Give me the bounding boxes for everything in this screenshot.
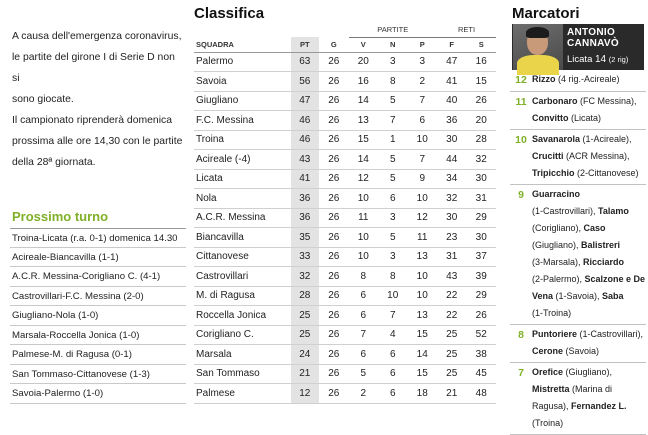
- scorer-line: [532, 71, 646, 88]
- scorer-player: Balistreri: [581, 240, 621, 250]
- scorer-group: [510, 185, 646, 325]
- stat-cell-v: 15: [349, 130, 378, 150]
- stat-cell-v: 14: [349, 150, 378, 170]
- stat-cell-v: 13: [349, 111, 378, 131]
- scorer-detail: (3-Marsala),: [532, 257, 584, 267]
- stat-cell-n: 3: [378, 208, 407, 228]
- scorer-line: [532, 131, 646, 148]
- scorer-detail: (2-Palermo),: [532, 274, 585, 284]
- intro-text: [12, 26, 184, 173]
- stat-cell-s: 30: [466, 228, 496, 248]
- fixture-item: San Tommaso-Cittanovese (1-3): [10, 365, 186, 385]
- top-scorer-goals: 14: [595, 54, 607, 65]
- stat-cell-pt: 47: [291, 91, 320, 111]
- standings-body: [194, 52, 496, 403]
- table-row: [194, 130, 496, 150]
- top-scorer-last-name: CANNAVÒ: [567, 38, 619, 49]
- team-name-cell: Nola: [194, 189, 291, 209]
- scorer-line: [532, 186, 646, 203]
- fixture-item: Savoia-Palermo (1-0): [10, 384, 186, 404]
- top-scorer-first-name: ANTONIO: [567, 27, 616, 38]
- stat-cell-pt: 28: [291, 286, 320, 306]
- scorer-detail: (1-Savoia),: [553, 291, 603, 301]
- stat-cell-g: 26: [319, 364, 348, 384]
- scorer-player: Crucitti: [532, 151, 564, 161]
- stat-cell-pt: 25: [291, 325, 320, 345]
- top-scorer-team: [567, 54, 628, 65]
- marcatori-title: Marcatori: [512, 5, 580, 22]
- top-scorer-club: Licata: [567, 54, 593, 65]
- stat-cell-s: 52: [466, 325, 496, 345]
- scorer-player: Mistretta: [532, 384, 570, 394]
- stat-cell-n: 4: [378, 325, 407, 345]
- stat-cell-pt: 21: [291, 364, 320, 384]
- column-header: V: [349, 37, 378, 52]
- standings-table: [194, 22, 496, 404]
- stat-cell-v: 10: [349, 228, 378, 248]
- stat-cell-g: 26: [319, 325, 348, 345]
- stat-cell-pt: 24: [291, 345, 320, 365]
- scorer-line: [532, 148, 646, 165]
- stat-cell-p: 3: [407, 52, 436, 72]
- scorer-line: [532, 254, 646, 271]
- scorer-player: Ricciardo: [583, 257, 625, 267]
- stat-cell-pt: 46: [291, 111, 320, 131]
- table-row: [194, 52, 496, 72]
- stat-cell-n: 8: [378, 72, 407, 92]
- team-name-cell: Licata: [194, 169, 291, 189]
- stat-cell-g: 26: [319, 130, 348, 150]
- stat-cell-f: 41: [437, 72, 466, 92]
- scorer-goals: 10: [515, 134, 527, 146]
- intro-line: sono giocate.: [12, 94, 74, 105]
- scorer-names: [532, 93, 646, 127]
- stat-cell-n: 1: [378, 130, 407, 150]
- stat-cell-p: 7: [407, 150, 436, 170]
- scorer-player: Vena: [532, 291, 554, 301]
- group-header-reti: RETI: [437, 22, 496, 37]
- team-name-cell: Castrovillari: [194, 267, 291, 287]
- scorer-detail: (Licata): [568, 113, 602, 123]
- team-name-cell: Troina: [194, 130, 291, 150]
- stat-cell-n: 3: [378, 247, 407, 267]
- stat-cell-g: 26: [319, 72, 348, 92]
- scorer-names: [532, 364, 646, 432]
- stat-cell-pt: 35: [291, 228, 320, 248]
- stat-cell-v: 14: [349, 91, 378, 111]
- stat-cell-f: 22: [437, 286, 466, 306]
- stat-cell-n: 7: [378, 306, 407, 326]
- stat-cell-n: 10: [378, 286, 407, 306]
- intro-line: Il campionato riprenderà domenica: [12, 115, 172, 126]
- team-name-cell: Marsala: [194, 345, 291, 365]
- top-scorer-note: (2 rig): [608, 55, 629, 64]
- group-header-partite: PARTITE: [349, 22, 437, 37]
- scorer-group: [510, 363, 646, 435]
- scorer-detail: Ragusa),: [532, 401, 572, 411]
- scorer-detail: (Corigliano),: [532, 223, 584, 233]
- intro-line: A causa dell'emergenza coronavirus,: [12, 31, 182, 42]
- scorer-line: [532, 343, 646, 360]
- scorer-group: [510, 325, 646, 363]
- scorers-list: [510, 70, 646, 435]
- column-header: N: [378, 37, 407, 52]
- stat-cell-pt: 63: [291, 52, 320, 72]
- stat-cell-v: 6: [349, 286, 378, 306]
- scorer-names: [532, 326, 646, 360]
- prossimo-turno-list: [10, 228, 186, 404]
- stat-cell-pt: 41: [291, 169, 320, 189]
- scorer-detail: (1-Castrovillari),: [577, 329, 644, 339]
- scorer-detail: (1-Castrovillari),: [532, 206, 599, 216]
- stat-cell-v: 6: [349, 345, 378, 365]
- stat-cell-f: 32: [437, 189, 466, 209]
- fixture-item: A.C.R. Messina-Corigliano C. (4-1): [10, 267, 186, 287]
- stat-cell-pt: 43: [291, 150, 320, 170]
- stat-cell-pt: 36: [291, 189, 320, 209]
- stat-cell-p: 10: [407, 267, 436, 287]
- stat-cell-g: 26: [319, 91, 348, 111]
- stat-cell-g: 26: [319, 228, 348, 248]
- scorer-player: Carbonaro: [532, 96, 578, 106]
- prossimo-turno-title: Prossimo turno: [12, 209, 109, 224]
- scorer-player: Guarracino: [532, 189, 581, 199]
- stat-cell-v: 6: [349, 306, 378, 326]
- table-row: [194, 208, 496, 228]
- scorer-player: Rizzo: [532, 74, 556, 84]
- stat-cell-n: 6: [378, 364, 407, 384]
- table-row: [194, 189, 496, 209]
- scorer-group: [510, 130, 646, 185]
- stat-cell-s: 26: [466, 91, 496, 111]
- stat-cell-s: 45: [466, 364, 496, 384]
- stat-cell-s: 48: [466, 384, 496, 404]
- table-row: [194, 364, 496, 384]
- stat-cell-p: 7: [407, 91, 436, 111]
- team-name-cell: Roccella Jonica: [194, 306, 291, 326]
- scorer-line: [532, 381, 646, 398]
- scorer-detail: (1-Acireale),: [580, 134, 632, 144]
- scorer-player: Orefice: [532, 367, 564, 377]
- classifica-title: Classifica: [194, 5, 265, 22]
- scorer-goals: 7: [518, 367, 524, 379]
- table-row: [194, 111, 496, 131]
- scorer-line: [532, 364, 646, 381]
- team-name-cell: Palermo: [194, 52, 291, 72]
- stat-cell-n: 6: [378, 189, 407, 209]
- stat-cell-v: 8: [349, 267, 378, 287]
- scorer-line: [532, 398, 646, 415]
- stat-cell-n: 7: [378, 111, 407, 131]
- team-name-cell: F.C. Messina: [194, 111, 291, 131]
- stat-cell-v: 2: [349, 384, 378, 404]
- top-scorer-card: [512, 24, 644, 70]
- scorer-line: [532, 203, 646, 220]
- stat-cell-s: 30: [466, 169, 496, 189]
- stat-cell-g: 26: [319, 189, 348, 209]
- column-header: SQUADRA: [194, 37, 291, 52]
- team-name-cell: Cittanovese: [194, 247, 291, 267]
- table-row: [194, 247, 496, 267]
- top-scorer-name: [567, 27, 642, 49]
- scorer-detail: (Giugliano),: [563, 367, 613, 377]
- scorer-player: Caso: [583, 223, 606, 233]
- scorer-line: [532, 110, 646, 127]
- intro-line: prossima alle ore 14,30 con le partite: [12, 136, 183, 147]
- scorer-detail: (Giugliano),: [532, 240, 582, 250]
- column-header: F: [437, 37, 466, 52]
- scorer-line: [532, 237, 646, 254]
- stat-cell-g: 26: [319, 52, 348, 72]
- scorer-line: [532, 415, 646, 432]
- scorer-line: [532, 93, 646, 110]
- team-name-cell: Acireale (-4): [194, 150, 291, 170]
- stat-cell-n: 5: [378, 169, 407, 189]
- scorer-line: [532, 220, 646, 237]
- stat-cell-f: 23: [437, 228, 466, 248]
- stat-cell-p: 13: [407, 247, 436, 267]
- stat-cell-g: 26: [319, 384, 348, 404]
- column-header: G: [319, 37, 348, 52]
- intro-line: le partite del girone I di Serie D non si: [12, 52, 175, 84]
- stat-cell-v: 20: [349, 52, 378, 72]
- fixture-item: Troina-Licata (r.a. 0-1) domenica 14.30: [10, 228, 186, 248]
- stat-cell-v: 10: [349, 247, 378, 267]
- table-row: [194, 91, 496, 111]
- scorer-detail: (ACR Messina),: [563, 151, 630, 161]
- scorer-detail: (2-Cittanovese): [574, 168, 639, 178]
- stat-cell-n: 5: [378, 228, 407, 248]
- team-name-cell: Palmese: [194, 384, 291, 404]
- stat-cell-s: 37: [466, 247, 496, 267]
- scorer-player: Scalzone e De: [584, 274, 646, 284]
- stat-cell-g: 26: [319, 247, 348, 267]
- stat-cell-g: 26: [319, 306, 348, 326]
- table-row: [194, 345, 496, 365]
- stat-cell-f: 30: [437, 130, 466, 150]
- scorer-player: Fernandez L.: [571, 401, 627, 411]
- stat-cell-g: 26: [319, 345, 348, 365]
- scorer-names: [532, 71, 646, 89]
- table-row: [194, 267, 496, 287]
- scorer-detail: (Troina): [532, 418, 564, 428]
- table-row: [194, 384, 496, 404]
- scorer-detail: (Marina di: [569, 384, 613, 394]
- scorer-player: Talamo: [598, 206, 629, 216]
- stat-cell-pt: 25: [291, 306, 320, 326]
- table-row: [194, 150, 496, 170]
- table-row: [194, 325, 496, 345]
- team-name-cell: Corigliano C.: [194, 325, 291, 345]
- stat-cell-p: 14: [407, 345, 436, 365]
- stat-cell-n: 5: [378, 91, 407, 111]
- stat-cell-p: 18: [407, 384, 436, 404]
- stat-cell-f: 34: [437, 169, 466, 189]
- stat-cell-f: 25: [437, 325, 466, 345]
- stat-cell-f: 21: [437, 384, 466, 404]
- team-name-cell: Savoia: [194, 72, 291, 92]
- stat-cell-v: 7: [349, 325, 378, 345]
- stat-cell-f: 30: [437, 208, 466, 228]
- stat-cell-p: 10: [407, 189, 436, 209]
- scorer-names: [532, 131, 646, 182]
- scorer-line: [532, 326, 646, 343]
- scorer-group: [510, 70, 646, 92]
- table-row: [194, 72, 496, 92]
- stat-cell-s: 28: [466, 130, 496, 150]
- team-name-cell: San Tommaso: [194, 364, 291, 384]
- stat-cell-g: 26: [319, 169, 348, 189]
- stat-cell-pt: 33: [291, 247, 320, 267]
- stat-cell-s: 38: [466, 345, 496, 365]
- stat-cell-v: 11: [349, 208, 378, 228]
- stat-cell-g: 26: [319, 150, 348, 170]
- stat-cell-n: 3: [378, 52, 407, 72]
- stat-cell-pt: 36: [291, 208, 320, 228]
- stat-cell-s: 39: [466, 267, 496, 287]
- stat-cell-v: 16: [349, 72, 378, 92]
- stat-cell-p: 12: [407, 208, 436, 228]
- scorer-group: [510, 92, 646, 130]
- fixture-item: Giugliano-Nola (1-0): [10, 306, 186, 326]
- stat-cell-s: 32: [466, 150, 496, 170]
- stat-cell-g: 26: [319, 208, 348, 228]
- stat-cell-pt: 32: [291, 267, 320, 287]
- stat-cell-f: 31: [437, 247, 466, 267]
- scorer-goals: 9: [518, 189, 524, 201]
- stat-cell-f: 25: [437, 345, 466, 365]
- stat-cell-f: 25: [437, 364, 466, 384]
- scorer-line: [532, 288, 646, 305]
- table-row: [194, 169, 496, 189]
- team-name-cell: A.C.R. Messina: [194, 208, 291, 228]
- stat-cell-s: 29: [466, 208, 496, 228]
- scorer-line: [532, 165, 646, 182]
- stat-cell-g: 26: [319, 286, 348, 306]
- stat-cell-n: 6: [378, 384, 407, 404]
- scorer-line: [532, 305, 646, 322]
- scorer-goals: 8: [518, 329, 524, 341]
- stat-cell-f: 44: [437, 150, 466, 170]
- scorer-detail: (FC Messina),: [577, 96, 637, 106]
- table-row: [194, 228, 496, 248]
- stat-cell-p: 10: [407, 130, 436, 150]
- scorer-detail: (1-Troina): [532, 308, 572, 318]
- stat-cell-n: 6: [378, 345, 407, 365]
- stat-cell-p: 2: [407, 72, 436, 92]
- stat-cell-s: 31: [466, 189, 496, 209]
- scorer-player: Saba: [602, 291, 624, 301]
- table-row: [194, 286, 496, 306]
- stat-cell-s: 26: [466, 306, 496, 326]
- scorer-player: Convitto: [532, 113, 569, 123]
- scorer-detail: (Savoia): [563, 346, 600, 356]
- fixture-item: Marsala-Roccella Jonica (1-0): [10, 326, 186, 346]
- stat-cell-s: 15: [466, 72, 496, 92]
- team-name-cell: Biancavilla: [194, 228, 291, 248]
- scorer-player: Tripicchio: [532, 168, 575, 178]
- scorer-line: [532, 271, 646, 288]
- scorer-goals: 12: [515, 74, 527, 86]
- stat-cell-g: 26: [319, 267, 348, 287]
- stat-cell-f: 22: [437, 306, 466, 326]
- team-name-cell: M. di Ragusa: [194, 286, 291, 306]
- scorer-names: [532, 186, 646, 322]
- stat-cell-v: 12: [349, 169, 378, 189]
- scorer-player: Puntoriere: [532, 329, 578, 339]
- stat-cell-pt: 56: [291, 72, 320, 92]
- avatar: [513, 24, 563, 70]
- scorer-player: Cerone: [532, 346, 564, 356]
- stat-cell-pt: 46: [291, 130, 320, 150]
- fixture-item: Palmese-M. di Ragusa (0-1): [10, 345, 186, 365]
- stat-cell-g: 26: [319, 111, 348, 131]
- stat-cell-f: 40: [437, 91, 466, 111]
- column-header: S: [466, 37, 496, 52]
- fixture-item: Castrovillari-F.C. Messina (2-0): [10, 287, 186, 307]
- stat-cell-f: 47: [437, 52, 466, 72]
- stat-cell-p: 9: [407, 169, 436, 189]
- stat-cell-v: 10: [349, 189, 378, 209]
- scorer-detail: (4 rig.-Acireale): [555, 74, 620, 84]
- column-header: P: [407, 37, 436, 52]
- stat-cell-p: 6: [407, 111, 436, 131]
- stat-cell-p: 11: [407, 228, 436, 248]
- stat-cell-f: 43: [437, 267, 466, 287]
- stat-cell-p: 15: [407, 325, 436, 345]
- intro-line: della 28ª giornata.: [12, 157, 96, 168]
- stat-cell-p: 10: [407, 286, 436, 306]
- table-row: [194, 306, 496, 326]
- stat-cell-pt: 12: [291, 384, 320, 404]
- stat-cell-s: 20: [466, 111, 496, 131]
- scorer-player: Savanarola: [532, 134, 581, 144]
- scorer-goals: 11: [515, 96, 527, 108]
- stat-cell-n: 5: [378, 150, 407, 170]
- stat-cell-n: 8: [378, 267, 407, 287]
- column-header: PT: [291, 37, 320, 52]
- stat-cell-v: 5: [349, 364, 378, 384]
- fixture-item: Acireale-Biancavilla (1-1): [10, 248, 186, 268]
- stat-cell-s: 29: [466, 286, 496, 306]
- stat-cell-s: 16: [466, 52, 496, 72]
- stat-cell-f: 36: [437, 111, 466, 131]
- team-name-cell: Giugliano: [194, 91, 291, 111]
- stat-cell-p: 13: [407, 306, 436, 326]
- stat-cell-p: 15: [407, 364, 436, 384]
